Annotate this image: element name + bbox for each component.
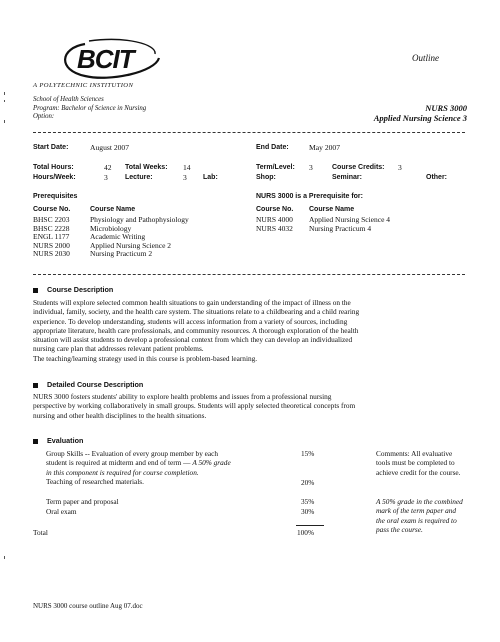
evaluation-comments xyxy=(376,449,486,477)
italic-note: A 50% grade xyxy=(192,458,231,468)
term-paper-pct: 35% xyxy=(301,497,315,506)
margin-mark xyxy=(4,92,5,95)
course-no: BHSC 2203 xyxy=(33,215,70,224)
text-line: perspective by working collaboratively in small groups. Students will apply selected theoretical concepts from xyxy=(33,401,356,411)
bcit-logo xyxy=(55,38,165,88)
course-title: Applied Nursing Science 3 xyxy=(373,113,467,123)
section-title: Detailed Course Description xyxy=(47,380,144,389)
prereq-for-title: NURS 3000 is a Prerequisite for: xyxy=(256,193,363,200)
prereq-table xyxy=(33,216,248,259)
end-date-label: End Date: xyxy=(256,144,289,151)
course-name: Nursing Practicum 2 xyxy=(90,249,153,259)
prereq-for-table xyxy=(256,216,466,233)
term-paper-text: Term paper and proposal xyxy=(46,497,119,506)
lab-label: Lab: xyxy=(203,174,218,181)
term-value: 3 xyxy=(309,163,313,172)
credits-label: Course Credits: xyxy=(332,164,385,171)
text-line: individual, family, society, and the health care system. The situations relate to a childbearing and a child rearing xyxy=(33,307,360,317)
text-span: student is required at midterm and end of term — xyxy=(46,458,193,468)
teaching-text: Teaching of researched materials. xyxy=(46,477,144,486)
text-line: NURS 3000 fosters students' ability to explore health problems and issues from a professional nursing xyxy=(33,392,332,401)
course-no: NURS 2030 xyxy=(33,249,70,259)
prereq-col-name: Course Name xyxy=(90,206,136,213)
doc-type-label: Outline xyxy=(412,53,439,63)
text-line: appropriate literature, health care professionals, and community resources. A thorough exploration of the health xyxy=(33,325,359,335)
exam-grade-note xyxy=(376,497,491,534)
table-row xyxy=(33,250,248,259)
total-hours-label: Total Hours: xyxy=(33,164,74,171)
bullet-icon xyxy=(33,288,38,293)
table-row xyxy=(256,225,466,234)
course-name: Applied Nursing Science 4 xyxy=(309,215,391,224)
end-date-value: May 2007 xyxy=(309,143,341,152)
text-line: situation will assist students to develop a professional context from which they can develop an individualized xyxy=(33,335,353,345)
school-line: School of Health Sciences xyxy=(33,96,104,103)
credits-value: 3 xyxy=(398,163,402,172)
bullet-icon xyxy=(33,383,38,388)
total-label: Total xyxy=(33,528,48,537)
course-name: Academic Writing xyxy=(90,232,146,242)
start-date-label: Start Date: xyxy=(33,144,69,151)
course-name: Physiology and Pathophysiology xyxy=(90,215,189,224)
course-name: Microbiology xyxy=(90,223,132,233)
option-line: Option: xyxy=(33,113,55,120)
total-weeks-value: 14 xyxy=(183,163,191,172)
oral-exam-pct: 30% xyxy=(301,507,315,516)
text-line: achieve credit for the course. xyxy=(376,467,461,477)
start-date-value: August 2007 xyxy=(90,143,130,152)
course-description-text xyxy=(33,298,473,363)
text-line: pass the course. xyxy=(376,524,423,534)
text-line: tools must be completed to xyxy=(376,458,455,468)
footer-filename: NURS 3000 course outline Aug 07.doc xyxy=(33,602,143,610)
hours-week-label: Hours/Week: xyxy=(33,174,76,181)
logo-tagline: A POLYTECHNIC INSTITUTION xyxy=(33,82,134,89)
margin-mark xyxy=(4,556,5,559)
prereq-col-no: Course No. xyxy=(33,206,71,213)
text-line: in this component is required for course completion. xyxy=(46,467,199,477)
hours-week-value: 3 xyxy=(104,173,108,182)
text-line: Comments: All evaluative xyxy=(376,449,453,458)
evaluation-heading xyxy=(33,436,83,445)
program-line: Program: Bachelor of Science in Nursing xyxy=(33,104,147,112)
total-hours-value: 42 xyxy=(104,163,112,172)
prereq-for-col-name: Course Name xyxy=(309,206,355,213)
shop-label: Shop: xyxy=(256,174,276,181)
course-code: NURS 3000 xyxy=(425,103,467,113)
total-rule xyxy=(296,525,324,526)
course-name: Applied Nursing Science 2 xyxy=(90,240,172,250)
logo-text: BCIT xyxy=(77,44,134,74)
detailed-description-heading xyxy=(33,380,143,389)
course-no: NURS 4032 xyxy=(256,223,293,233)
text-line: Students will explore selected common health situations to gain understanding of the impact of illness on the xyxy=(33,298,351,307)
lecture-value: 3 xyxy=(183,173,187,182)
bullet-icon xyxy=(33,439,38,444)
school-info xyxy=(33,96,146,122)
lecture-label: Lecture: xyxy=(125,174,153,181)
text-line: the oral exam is required to xyxy=(376,515,457,525)
margin-mark xyxy=(4,100,5,102)
teaching-pct: 20% xyxy=(301,478,315,487)
text-line xyxy=(46,458,296,467)
divider xyxy=(33,132,465,133)
prereq-for-col-no: Course No. xyxy=(256,206,294,213)
total-weeks-label: Total Weeks: xyxy=(125,164,168,171)
margin-mark xyxy=(4,120,5,123)
group-skills-pct: 15% xyxy=(301,449,315,458)
course-no: NURS 4000 xyxy=(256,215,293,224)
course-name: Nursing Practicum 4 xyxy=(309,223,372,233)
text-line: nursing and other health disciplines to the health situations. xyxy=(33,410,207,420)
oral-exam-text: Oral exam xyxy=(46,507,77,516)
text-line: A 50% grade in the combined xyxy=(376,497,463,506)
course-no: ENGL 1177 xyxy=(33,232,70,242)
detailed-description-text xyxy=(33,392,473,420)
text-line: Group Skills -- Evaluation of every group member by each xyxy=(46,449,219,458)
course-no: BHSC 2228 xyxy=(33,223,70,233)
total-pct: 100% xyxy=(297,528,315,537)
prereq-title: Prerequisites xyxy=(33,193,78,200)
course-no: NURS 2000 xyxy=(33,240,70,250)
group-skills-text xyxy=(46,449,296,477)
divider xyxy=(33,274,465,275)
text-line: The teaching/learning strategy used in this course is problem-based learning. xyxy=(33,353,258,363)
text-line: experience. To develop understanding, students will access information from a variety of sources, including xyxy=(33,316,348,326)
section-title: Course Description xyxy=(47,285,114,294)
course-description-heading xyxy=(33,285,113,294)
seminar-label: Seminar: xyxy=(332,174,362,181)
text-line: nursing care plan that addresses relevant patient problems. xyxy=(33,344,204,354)
section-title: Evaluation xyxy=(47,436,84,445)
term-label: Term/Level: xyxy=(256,164,295,171)
other-label: Other: xyxy=(426,174,447,181)
course-heading xyxy=(374,103,467,123)
text-line: mark of the term paper and xyxy=(376,506,457,516)
